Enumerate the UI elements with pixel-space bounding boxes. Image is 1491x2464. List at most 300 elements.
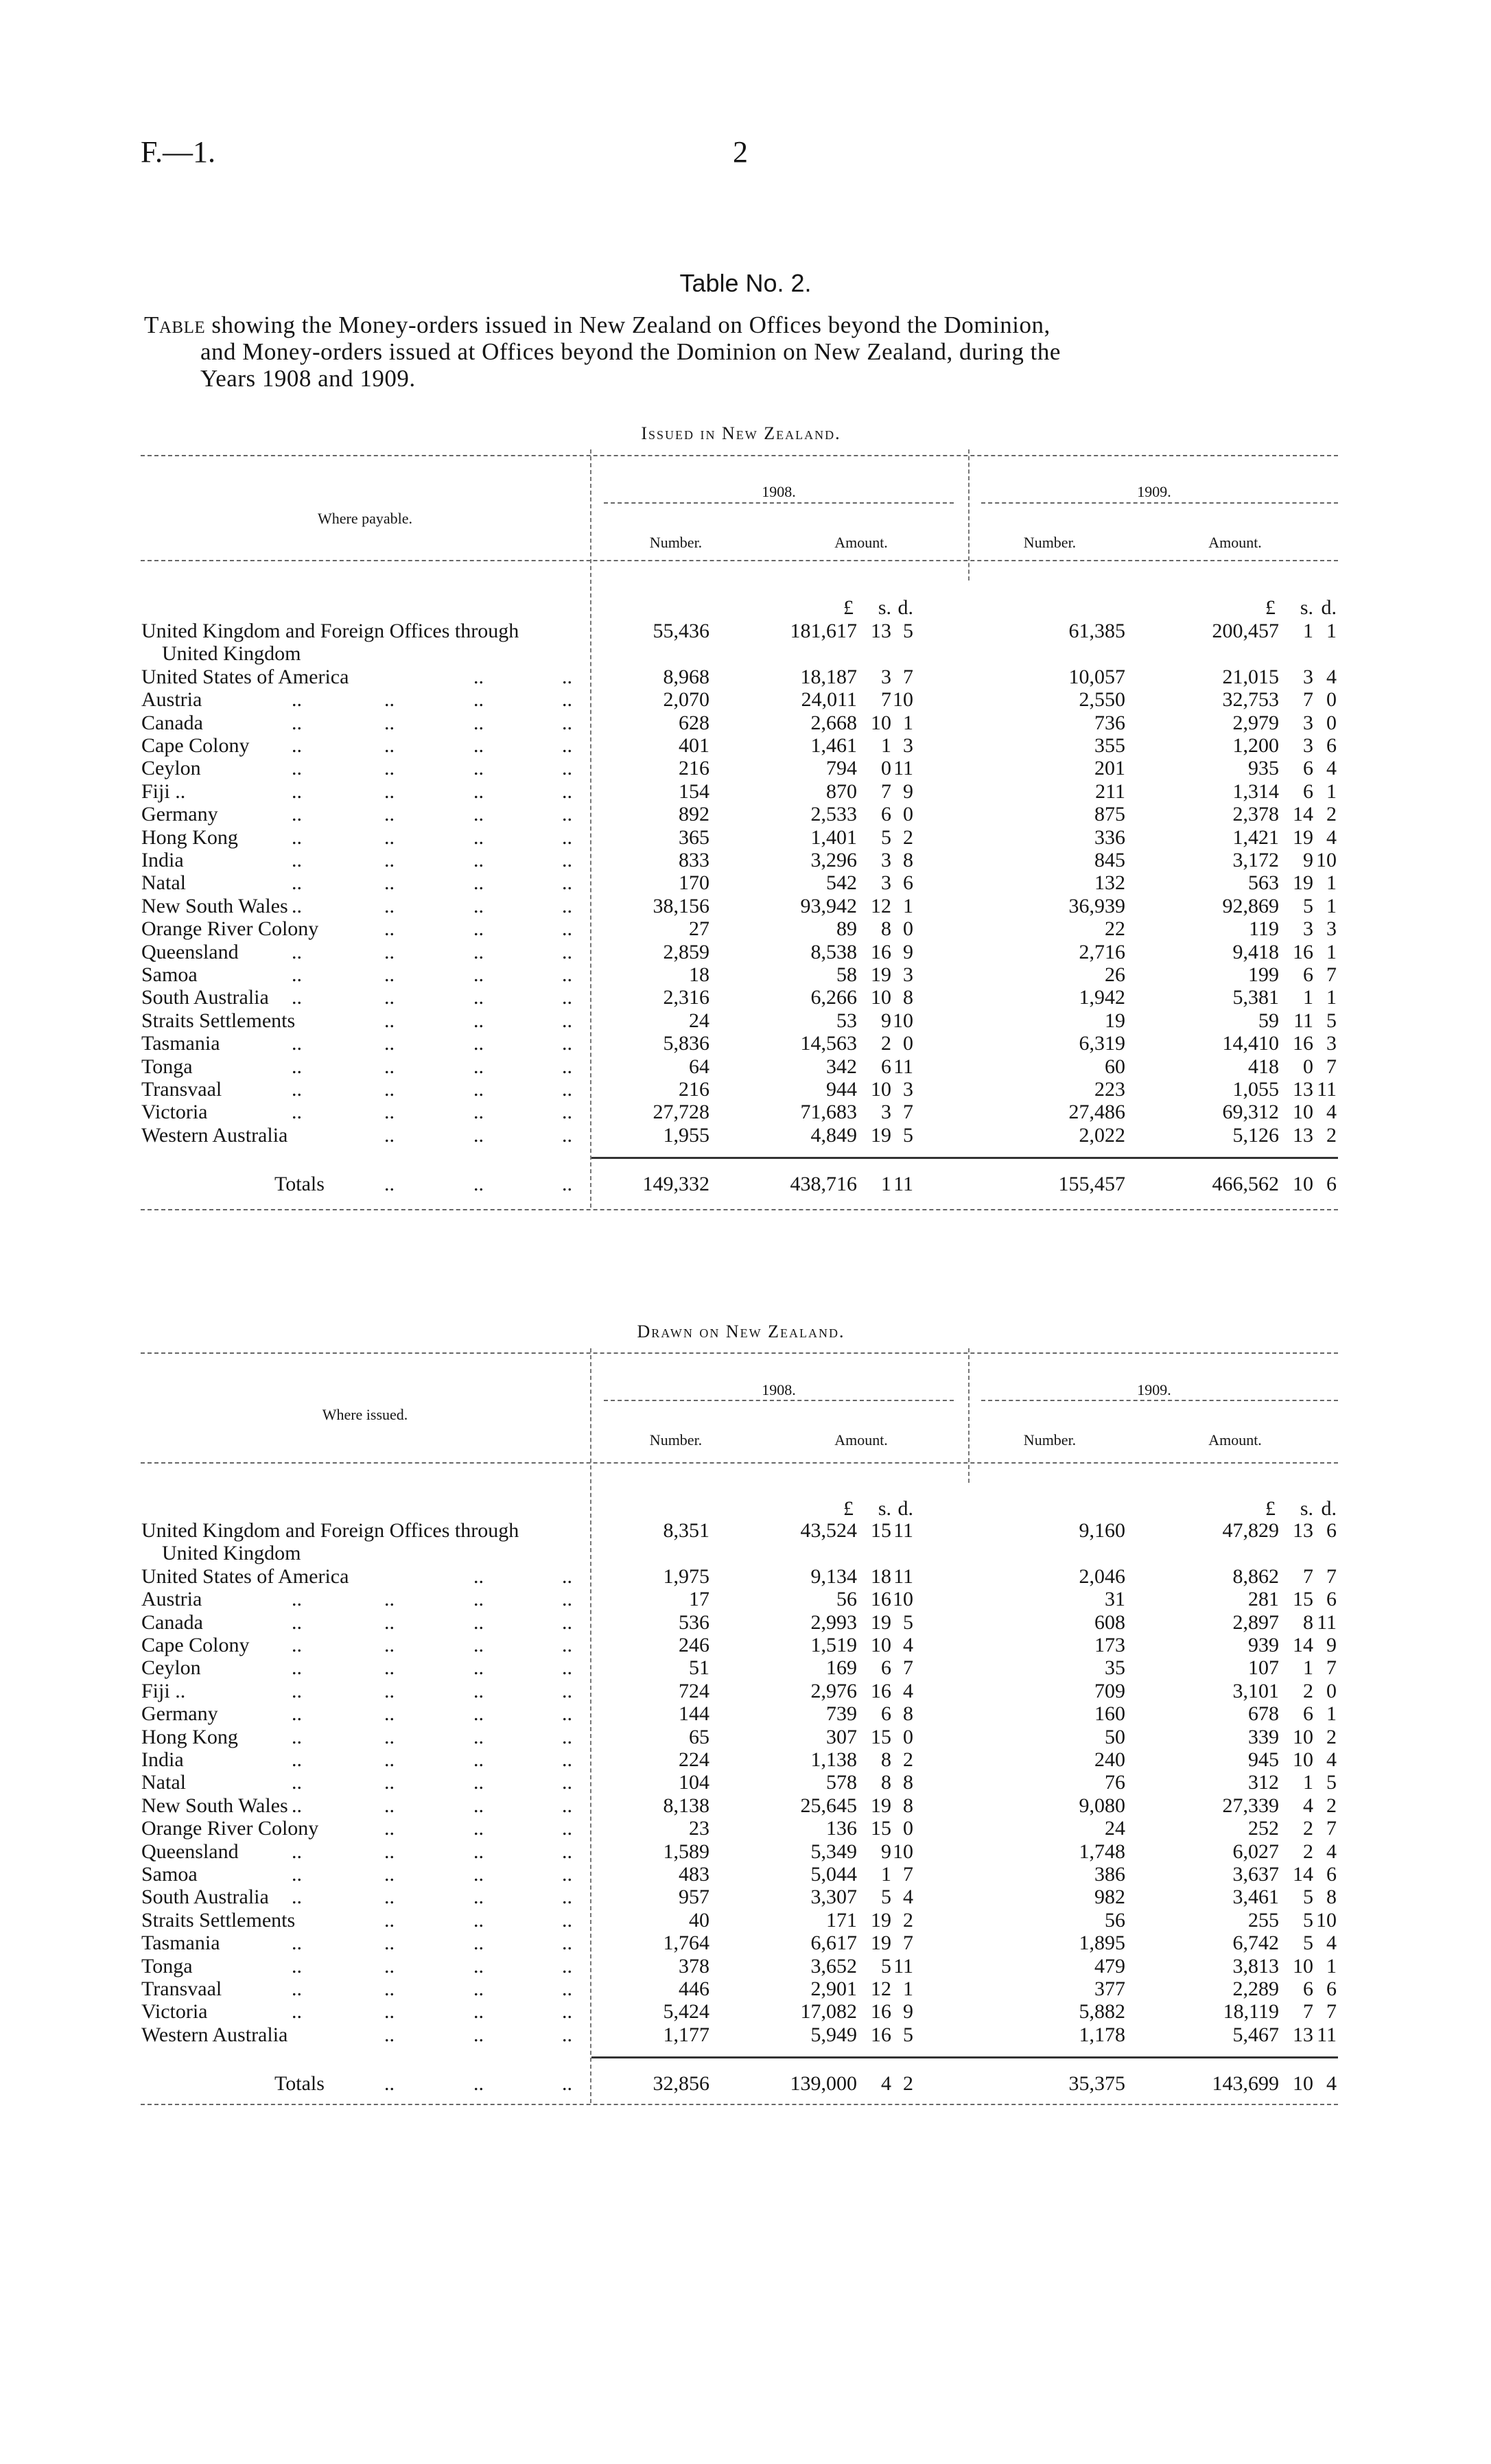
cell-s1: 6 <box>881 1702 891 1726</box>
leader-dots: .. <box>473 917 484 941</box>
place-name: Hong Kong <box>141 1725 238 1748</box>
leader-dots: .. <box>562 1817 572 1840</box>
place-name: Tasmania <box>141 1932 220 1955</box>
cell-n2: 9,080 <box>1079 1794 1125 1817</box>
cell-s1: 3 <box>881 665 891 688</box>
table-row <box>0 2000 1491 2023</box>
leader-dots: .. <box>292 1954 302 1978</box>
cell-n2: 845 <box>1094 849 1125 871</box>
cell-n1: 2,316 <box>663 986 709 1009</box>
cell-s2: 14 <box>1293 1863 1313 1886</box>
cell-d2: 2 <box>1326 1123 1337 1147</box>
cell-p1: 25,645 <box>800 1794 857 1817</box>
cell-s1: 1 <box>881 734 891 757</box>
cell-p1: 17,082 <box>800 2000 857 2023</box>
place-name: Canada <box>141 711 203 734</box>
pound-unit: £ <box>1265 1497 1276 1520</box>
place-name: Orange River Colony <box>141 1817 319 1840</box>
leader-dots: .. <box>292 1032 302 1055</box>
cell-d2: 1 <box>1326 940 1337 963</box>
leader-dots: .. <box>562 1908 572 1932</box>
leader-dots: .. <box>292 825 302 849</box>
table-row <box>0 1124 1491 1147</box>
cell-s2: 3 <box>1303 711 1313 734</box>
cell-p1: 2,993 <box>810 1610 857 1634</box>
cell-d2: 6 <box>1326 734 1337 757</box>
leader-dots: .. <box>292 734 302 757</box>
leader-dots: .. <box>384 1123 395 1147</box>
table-row <box>0 666 1491 689</box>
cell-p2: 3,637 <box>1232 1863 1279 1886</box>
cell-s1: 15 <box>871 1817 891 1840</box>
leader-dots: .. <box>562 1794 572 1817</box>
leader-dots: .. <box>473 1078 484 1101</box>
cell-n2: 60 <box>1105 1055 1125 1078</box>
cell-s1: 16 <box>871 2000 891 2023</box>
cell-d1: 11 <box>893 1519 913 1542</box>
cell-p1: 5,949 <box>810 2023 857 2046</box>
cell-d2: 0 <box>1326 711 1337 734</box>
leader-dots: .. <box>473 1564 484 1588</box>
cell-d2: 1 <box>1326 1954 1337 1978</box>
table-row <box>0 1955 1491 1978</box>
cell-d2: 7 <box>1326 963 1337 986</box>
cell-s2: 11 <box>1293 1009 1313 1032</box>
leader-dots: .. <box>473 940 484 963</box>
place-name: Austria <box>141 1588 202 1611</box>
cell-s1: 1 <box>881 1173 891 1196</box>
leader-dots: .. <box>473 1771 484 1794</box>
cell-n1: 1,955 <box>663 1123 709 1147</box>
cell-n1: 1,764 <box>663 1932 709 1955</box>
cell-p2: 119 <box>1249 917 1279 941</box>
cell-n2: 1,178 <box>1079 2023 1125 2046</box>
place-name: Queensland <box>141 940 239 963</box>
leader-dots: .. <box>473 963 484 986</box>
cell-p1: 43,524 <box>800 1519 857 1542</box>
caption-line-3: Years 1908 and 1909. <box>200 365 416 392</box>
cell-d1: 4 <box>903 1634 913 1656</box>
leader-dots: .. <box>292 1634 302 1656</box>
table-row <box>0 871 1491 895</box>
year-divider <box>968 1348 970 1483</box>
cell-s1: 12 <box>871 1978 891 2000</box>
leader-dots: .. <box>562 1978 572 2000</box>
leader-dots: .. <box>562 917 572 941</box>
cell-d1: 8 <box>903 1702 913 1726</box>
cell-d1: 8 <box>903 849 913 871</box>
cell-p2: 1,314 <box>1232 779 1279 803</box>
leader-dots: .. <box>562 963 572 986</box>
cell-p2: 143,699 <box>1212 2072 1279 2096</box>
totals-label: Totals <box>274 2072 325 2096</box>
cell-d2: 10 <box>1316 1908 1337 1932</box>
cell-d2: 10 <box>1316 849 1337 871</box>
cell-n1: 32,856 <box>653 2072 709 2096</box>
cell-s2: 6 <box>1303 963 1313 986</box>
leader-dots: .. <box>384 1588 395 1611</box>
cell-p2: 92,869 <box>1222 894 1279 917</box>
leader-dots: .. <box>384 849 395 871</box>
cell-s2: 14 <box>1293 1634 1313 1656</box>
cell-s2: 5 <box>1303 1908 1313 1932</box>
leader-dots: .. <box>292 1588 302 1611</box>
cell-d2: 4 <box>1326 1932 1337 1955</box>
leader-dots: .. <box>292 2000 302 2023</box>
cell-n2: 875 <box>1094 803 1125 826</box>
cell-s2: 10 <box>1293 1101 1313 1124</box>
leader-dots: .. <box>384 917 395 941</box>
leader-dots: .. <box>384 757 395 780</box>
place-name: Cape Colony <box>141 734 250 757</box>
cell-n1: 2,070 <box>663 688 709 712</box>
leader-dots: .. <box>562 1123 572 1147</box>
cell-d1: 5 <box>903 1610 913 1634</box>
place-name: Ceylon <box>141 1656 201 1680</box>
place-name: Tasmania <box>141 1032 220 1055</box>
leader-dots: .. <box>473 665 484 688</box>
cell-s1: 12 <box>871 894 891 917</box>
cell-n1: 5,424 <box>663 2000 709 2023</box>
table-row <box>0 1863 1491 1886</box>
leader-dots: .. <box>473 1055 484 1078</box>
leader-dots: .. <box>562 1564 572 1588</box>
place-name: Tonga <box>141 1055 193 1078</box>
cell-n2: 1,895 <box>1079 1932 1125 1955</box>
cell-d1: 10 <box>893 1588 913 1611</box>
cell-s2: 1 <box>1303 1771 1313 1794</box>
cell-s2: 5 <box>1303 1886 1313 1909</box>
totals-rule <box>591 2056 1338 2058</box>
cell-s1: 19 <box>871 1794 891 1817</box>
cell-d2: 2 <box>1326 803 1337 826</box>
leader-dots: .. <box>473 688 484 712</box>
place-name: India <box>141 849 184 871</box>
table-row <box>0 1840 1491 1864</box>
cell-s1: 6 <box>881 1055 891 1078</box>
cell-p1: 6,266 <box>810 986 857 1009</box>
cell-n1: 17 <box>689 1588 709 1611</box>
cell-n2: 377 <box>1094 1978 1125 2000</box>
cell-n2: 223 <box>1094 1078 1125 1101</box>
cell-n2: 240 <box>1094 1748 1125 1771</box>
leader-dots: .. <box>384 1702 395 1726</box>
cell-s1: 10 <box>871 986 891 1009</box>
cell-s1: 18 <box>871 1564 891 1588</box>
leader-dots: .. <box>473 1009 484 1032</box>
leader-dots: .. <box>384 1863 395 1886</box>
cell-p2: 199 <box>1248 963 1279 986</box>
cell-n2: 2,022 <box>1079 1123 1125 1147</box>
leader-dots: .. <box>384 1078 395 1101</box>
table-row <box>0 1101 1491 1124</box>
cell-n1: 27 <box>689 917 709 941</box>
cell-d1: 2 <box>903 1748 913 1771</box>
cell-s1: 10 <box>871 1078 891 1101</box>
leader-dots: .. <box>384 803 395 826</box>
leader-dots: .. <box>562 2072 572 2096</box>
year-rule-1909 <box>981 502 1338 504</box>
leader-dots: .. <box>384 734 395 757</box>
leader-dots: .. <box>473 1634 484 1656</box>
cell-p2: 47,829 <box>1222 1519 1279 1542</box>
cell-d1: 2 <box>903 825 913 849</box>
leader-dots: .. <box>562 1173 572 1196</box>
cell-n2: 160 <box>1094 1702 1125 1726</box>
cell-n1: 536 <box>679 1610 709 1634</box>
cell-p2: 339 <box>1248 1725 1279 1748</box>
cell-s1: 8 <box>881 1748 891 1771</box>
cell-p2: 935 <box>1248 757 1279 780</box>
cell-p1: 2,668 <box>810 711 857 734</box>
cell-p1: 6,617 <box>810 1932 857 1955</box>
cell-s2: 10 <box>1293 2072 1313 2096</box>
leader-dots: .. <box>562 711 572 734</box>
cell-n1: 378 <box>679 1954 709 1978</box>
cell-p1: 3,307 <box>810 1886 857 1909</box>
cell-s2: 3 <box>1303 917 1313 941</box>
leader-dots: .. <box>292 803 302 826</box>
leader-dots: .. <box>562 986 572 1009</box>
leader-dots: .. <box>473 711 484 734</box>
cell-d1: 10 <box>893 1840 913 1863</box>
leader-dots: .. <box>473 803 484 826</box>
cell-d1: 10 <box>893 688 913 712</box>
leader-dots: .. <box>562 1863 572 1886</box>
table-row <box>0 1519 1491 1565</box>
leader-dots: .. <box>473 2000 484 2023</box>
cell-n1: 144 <box>679 1702 709 1726</box>
cell-s2: 2 <box>1303 1679 1313 1702</box>
leader-dots: .. <box>473 1748 484 1771</box>
leader-dots: .. <box>384 1173 395 1196</box>
leader-dots: .. <box>292 1771 302 1794</box>
place-name: Tonga <box>141 1954 193 1978</box>
cell-s2: 3 <box>1303 734 1313 757</box>
cell-p2: 3,101 <box>1232 1679 1279 1702</box>
cell-d1: 2 <box>903 2072 913 2096</box>
place-name: Western Australia <box>141 2023 288 2046</box>
leader-dots: .. <box>292 986 302 1009</box>
table-row <box>0 1794 1491 1818</box>
table-row <box>0 1032 1491 1055</box>
cell-d2: 4 <box>1326 665 1337 688</box>
cell-d2: 6 <box>1326 1978 1337 2000</box>
leader-dots: .. <box>562 940 572 963</box>
cell-p1: 53 <box>836 1009 857 1032</box>
shilling-unit: s. <box>1300 1497 1313 1520</box>
cell-d2: 1 <box>1326 1702 1337 1726</box>
cell-n2: 709 <box>1094 1679 1125 1702</box>
table-row <box>0 1771 1491 1794</box>
cell-p2: 312 <box>1248 1771 1279 1794</box>
leader-dots: .. <box>292 1978 302 2000</box>
cell-s1: 19 <box>871 1932 891 1955</box>
leader-dots: .. <box>562 1588 572 1611</box>
header-bottom-rule <box>141 1462 1338 1464</box>
cell-d1: 8 <box>903 1794 913 1817</box>
cell-p1: 2,533 <box>810 803 857 826</box>
cell-p2: 1,421 <box>1232 825 1279 849</box>
cell-p1: 136 <box>826 1817 857 1840</box>
cell-d1: 7 <box>903 665 913 688</box>
cell-p1: 93,942 <box>800 894 857 917</box>
place-name: India <box>141 1748 184 1771</box>
leader-dots: .. <box>384 1978 395 2000</box>
cell-p1: 139,000 <box>790 2072 857 2096</box>
cell-s2: 0 <box>1303 1055 1313 1078</box>
cell-s2: 19 <box>1293 825 1313 849</box>
cell-p2: 2,979 <box>1232 711 1279 734</box>
cell-d2: 0 <box>1326 1679 1337 1702</box>
cell-d1: 7 <box>903 1863 913 1886</box>
cell-s1: 0 <box>881 757 891 780</box>
table-row <box>0 941 1491 964</box>
table-row <box>0 986 1491 1009</box>
cell-n2: 26 <box>1105 963 1125 986</box>
cell-p2: 5,381 <box>1232 986 1279 1009</box>
cell-s1: 16 <box>871 2023 891 2046</box>
leader-dots: .. <box>384 1886 395 1909</box>
table-row <box>0 803 1491 826</box>
leader-dots: .. <box>384 1032 395 1055</box>
leader-dots: .. <box>562 779 572 803</box>
cell-p1: 18,187 <box>800 665 857 688</box>
table-row <box>0 780 1491 803</box>
cell-d1: 7 <box>903 1932 913 1955</box>
leader-dots: .. <box>292 963 302 986</box>
cell-n2: 76 <box>1105 1771 1125 1794</box>
cell-s1: 16 <box>871 940 891 963</box>
cell-d2: 3 <box>1326 1032 1337 1055</box>
table-bottom-rule <box>141 2104 1338 2105</box>
cell-s1: 19 <box>871 963 891 986</box>
leader-dots: .. <box>292 1863 302 1886</box>
leader-dots: .. <box>292 940 302 963</box>
table-row <box>0 1978 1491 2001</box>
table-row <box>0 712 1491 735</box>
cell-s2: 1 <box>1303 620 1313 642</box>
cell-s2: 9 <box>1303 849 1313 871</box>
cell-n2: 1,942 <box>1079 986 1125 1009</box>
leader-dots: .. <box>473 849 484 871</box>
leader-dots: .. <box>292 711 302 734</box>
cell-d1: 3 <box>903 963 913 986</box>
table-row <box>0 620 1491 666</box>
cell-p2: 466,562 <box>1212 1173 1279 1196</box>
cell-p2: 18,119 <box>1223 2000 1279 2023</box>
cell-d1: 1 <box>903 1978 913 2000</box>
cell-n2: 27,486 <box>1068 1101 1125 1124</box>
cell-s1: 1 <box>881 1863 891 1886</box>
cell-n2: 5,882 <box>1079 2000 1125 2023</box>
cell-p2: 1,055 <box>1232 1078 1279 1101</box>
year-rule-1908 <box>604 1400 954 1401</box>
leader-dots: .. <box>562 1101 572 1124</box>
cell-d1: 0 <box>903 803 913 826</box>
leader-dots: .. <box>473 1032 484 1055</box>
leader-dots: .. <box>473 1588 484 1611</box>
cell-n2: 336 <box>1094 825 1125 849</box>
cell-n1: 65 <box>689 1725 709 1748</box>
cell-d2: 7 <box>1326 1656 1337 1680</box>
totals-label: Totals <box>274 1173 325 1196</box>
cell-p1: 2,976 <box>810 1679 857 1702</box>
leader-dots: .. <box>473 734 484 757</box>
cell-s1: 16 <box>871 1588 891 1611</box>
cell-p2: 21,015 <box>1222 665 1279 688</box>
cell-n1: 27,728 <box>653 1101 709 1124</box>
leader-dots: .. <box>292 1078 302 1101</box>
year-rule-1908 <box>604 502 954 504</box>
cell-d1: 4 <box>903 1679 913 1702</box>
leader-dots: .. <box>473 2023 484 2046</box>
cell-n2: 608 <box>1094 1610 1125 1634</box>
leader-dots: .. <box>292 871 302 895</box>
cell-p2: 252 <box>1248 1817 1279 1840</box>
cell-p1: 578 <box>826 1771 857 1794</box>
cell-d2: 4 <box>1326 757 1337 780</box>
leader-dots: .. <box>292 1610 302 1634</box>
cell-p1: 9,134 <box>810 1564 857 1588</box>
leader-dots: .. <box>292 1840 302 1863</box>
leader-dots: .. <box>473 1679 484 1702</box>
cell-s1: 7 <box>881 688 891 712</box>
cell-s1: 5 <box>881 1886 891 1909</box>
cell-s2: 16 <box>1293 1032 1313 1055</box>
table-row <box>0 1009 1491 1033</box>
cell-s1: 19 <box>871 1123 891 1147</box>
cell-n2: 35 <box>1105 1656 1125 1680</box>
cell-s2: 13 <box>1293 1078 1313 1101</box>
cell-s1: 19 <box>871 1908 891 1932</box>
leader-dots: .. <box>384 1932 395 1955</box>
cell-d1: 3 <box>903 734 913 757</box>
cell-d2: 7 <box>1326 2000 1337 2023</box>
cell-p1: 2,901 <box>810 1978 857 2000</box>
table-row <box>0 1656 1491 1680</box>
cell-d2: 4 <box>1326 1748 1337 1771</box>
leader-dots: .. <box>384 1794 395 1817</box>
cell-s2: 1 <box>1303 986 1313 1009</box>
cell-p2: 678 <box>1248 1702 1279 1726</box>
place-name: Austria <box>141 688 202 712</box>
cell-d1: 5 <box>903 1123 913 1147</box>
leader-dots: .. <box>384 1725 395 1748</box>
cell-p1: 1,401 <box>810 825 857 849</box>
cell-s2: 10 <box>1293 1954 1313 1978</box>
table-subtitle: Drawn on New Zealand. <box>637 1322 845 1341</box>
cell-p2: 1,200 <box>1232 734 1279 757</box>
cell-n2: 201 <box>1094 757 1125 780</box>
cell-d1: 3 <box>903 1078 913 1101</box>
cell-p2: 281 <box>1248 1588 1279 1611</box>
table-row <box>0 1909 1491 1932</box>
page-number: 2 <box>733 135 748 169</box>
cell-n2: 61,385 <box>1068 620 1125 642</box>
place-name: South Australia <box>141 1886 269 1909</box>
cell-p1: 58 <box>836 963 857 986</box>
cell-p1: 307 <box>826 1725 857 1748</box>
leader-dots: .. <box>562 1748 572 1771</box>
leader-dots: .. <box>473 1954 484 1978</box>
leader-dots: .. <box>473 1932 484 1955</box>
place-name: Victoria <box>141 1101 208 1124</box>
cell-d2: 1 <box>1326 894 1337 917</box>
cell-d2: 3 <box>1326 917 1337 941</box>
cell-s1: 4 <box>881 2072 891 2096</box>
place-name: United Kingdom and Foreign Offices through <box>141 1519 519 1542</box>
